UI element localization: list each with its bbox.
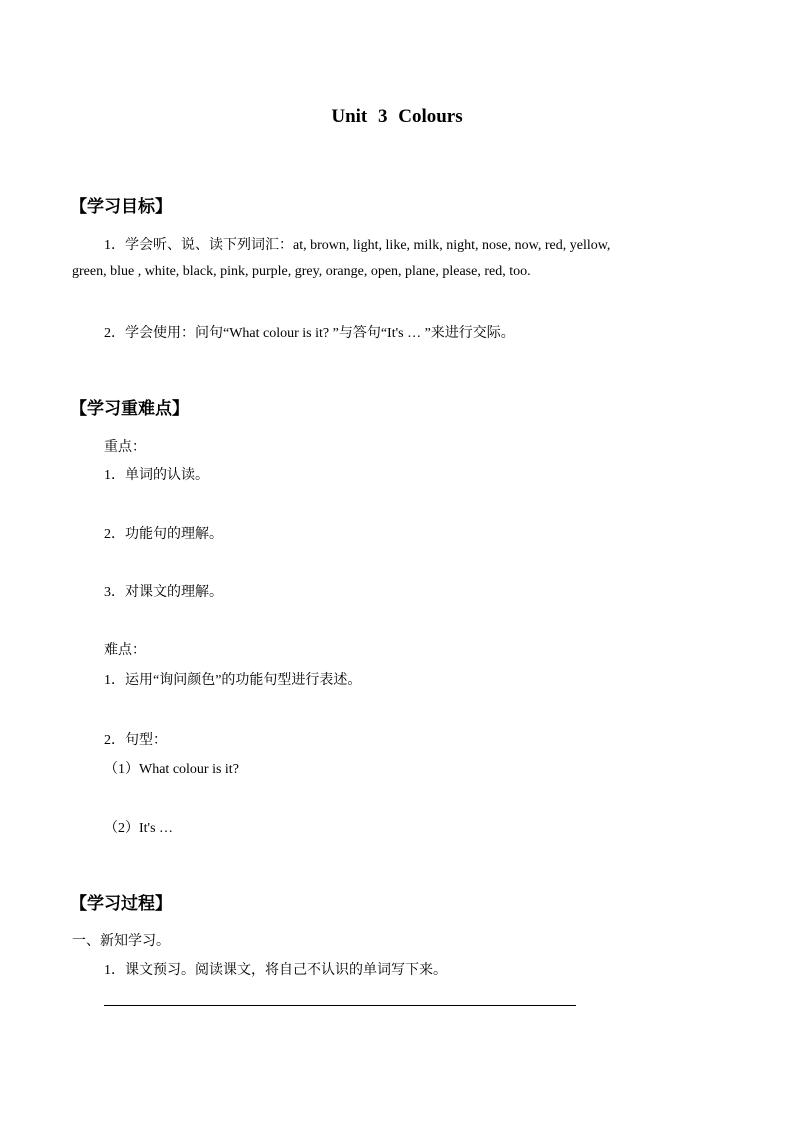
difficulty-item-2: 2．句型：	[104, 733, 167, 748]
difficulty-label: 难点：	[104, 643, 146, 658]
page-title: Unit 3 Colours	[331, 106, 463, 127]
goal-item-1-line-2: green, blue , white, black, pink, purple, grey, orange, open, plane, please, red, too.	[72, 264, 531, 279]
section-heading-key-points: 【学习重难点】	[70, 399, 189, 418]
sentence-pattern-2: （2）It's …	[104, 821, 174, 836]
goal-item-1-line-1: 1．学会听、说、读下列词汇：at, brown, light, like, milk, night, nose, now, red, yellow,	[104, 238, 611, 253]
focus-item-2: 2．功能句的理解。	[104, 527, 223, 542]
process-part-1: 一、新知学习。	[72, 934, 170, 949]
focus-item-1: 1．单词的认读。	[104, 468, 209, 483]
answer-blank-line	[104, 1005, 576, 1006]
section-heading-goals: 【学习目标】	[70, 197, 172, 216]
focus-item-3: 3．对课文的理解。	[104, 585, 223, 600]
process-step-1: 1．课文预习。阅读课文，将自己不认识的单词写下来。	[104, 963, 447, 978]
section-heading-process: 【学习过程】	[70, 894, 172, 913]
difficulty-item-1: 1．运用“询问颜色”的功能句型进行表述。	[104, 673, 362, 688]
focus-label: 重点：	[104, 440, 146, 455]
goal-item-2: 2．学会使用：问句“What colour is it? ”与答句“It's … ”来进行交际。	[104, 326, 515, 341]
sentence-pattern-1: （1）What colour is it?	[104, 762, 239, 777]
